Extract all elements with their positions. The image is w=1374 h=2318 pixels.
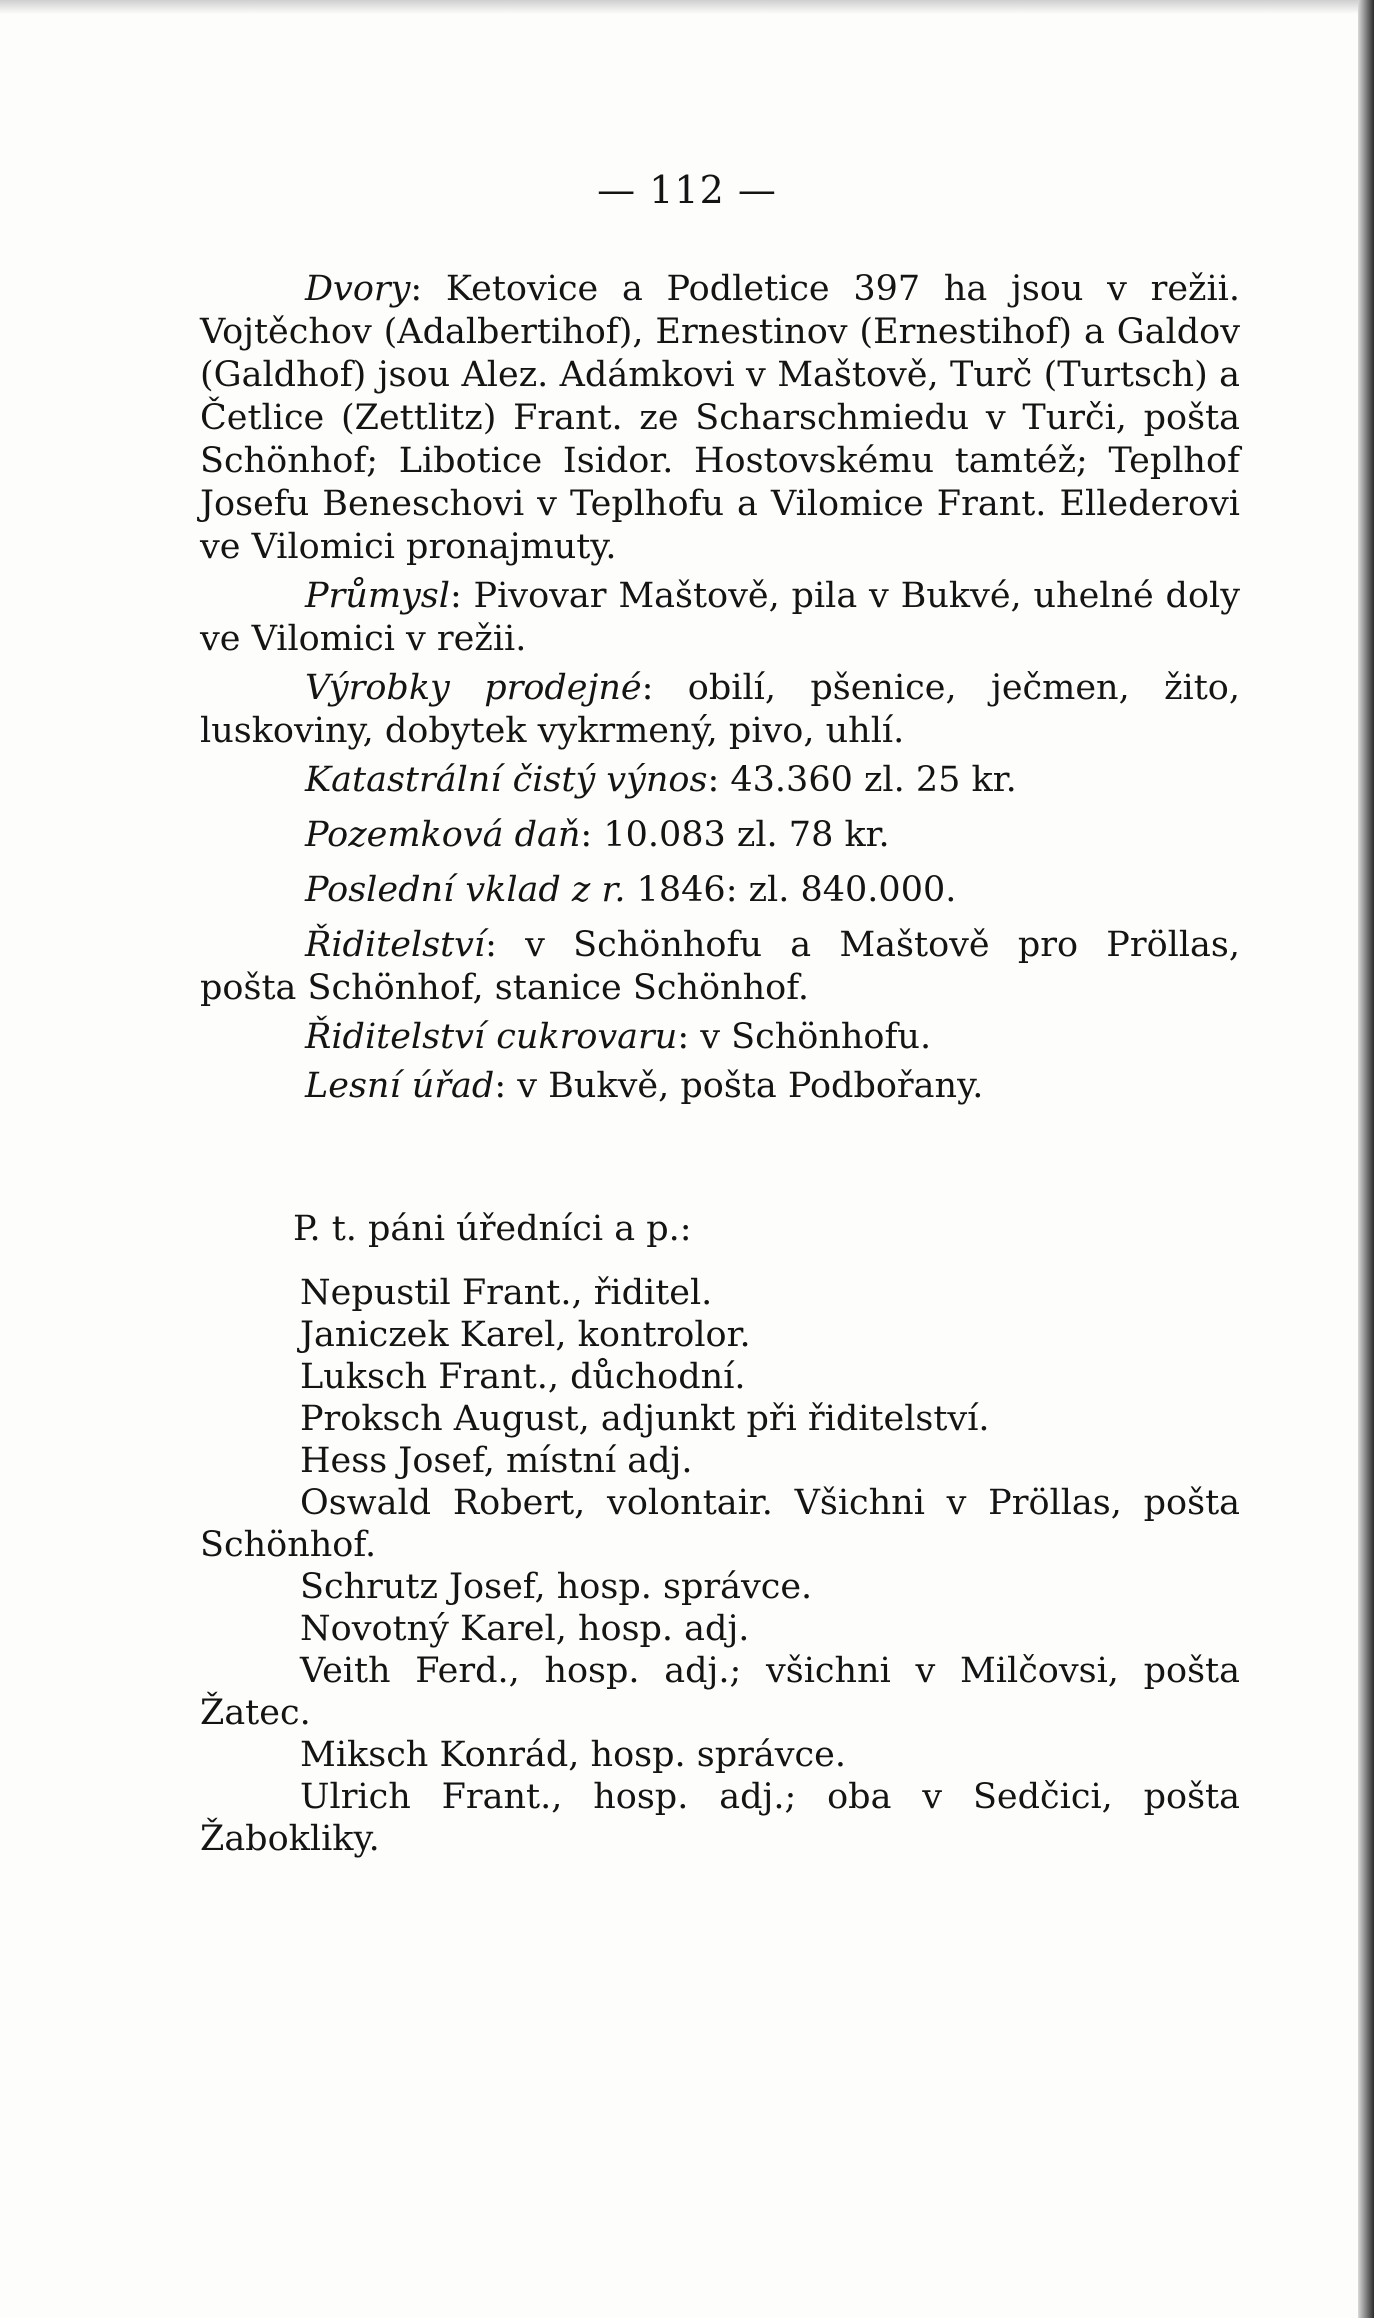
official-entry: Ulrich Frant., hosp. adj.; oba v Sedčici, pošta Žabokliky. <box>200 1777 1240 1859</box>
paragraph-text: : v Schönhofu. <box>677 1017 932 1057</box>
paragraph-dan <box>200 814 1240 857</box>
paragraph-riditelstvi <box>200 924 1240 1010</box>
paragraph-prumysl <box>200 575 1240 661</box>
officials-heading: P. t. páni úředníci a p.: <box>293 1209 692 1249</box>
official-entry: Miksch Konrád, hosp. správce. <box>300 1735 846 1775</box>
paragraph-label: Průmysl <box>305 576 450 616</box>
paragraph-label: Poslední vklad z r. <box>305 870 626 910</box>
top-edge-shadow <box>0 0 1374 14</box>
paragraph-vynos <box>200 759 1240 802</box>
paragraph-text: : v Schönhofu a Maštově pro Pröllas, pošta Schönhof, stanice Schönhof. <box>200 925 1240 1008</box>
paragraph-label: Řiditelství <box>305 925 486 965</box>
paragraph-dvory <box>200 268 1240 569</box>
paragraph-text: : Ketovice a Podletice 397 ha jsou v režii. Vojtěchov (Adalbertihof), Ernestinov (Ernestihof) a Galdov (Galdhof) jsou Alez. Adámkovi v Maštově, Turč (Turtsch) a Četlice (Zettlitz) Frant. ze Scharschmiedu v Turči, pošta Schönhof; Libotice Isidor. Hostovskému tamtéž; Teplhof Josefu Beneschovi v Teplhofu a Vilomice Frant. Ellederovi ve Vilomici pronajmuty. <box>200 269 1240 567</box>
paragraph-vklad <box>200 869 1240 912</box>
official-entry: Schrutz Josef, hosp. správce. <box>300 1567 813 1607</box>
paragraph-label: Dvory <box>305 269 411 309</box>
paragraph-label: Řiditelství cukrovaru <box>305 1017 678 1057</box>
official-entry: Oswald Robert, volontair. Všichni v Pröllas, pošta Schönhof. <box>200 1483 1240 1565</box>
official-entry: Veith Ferd., hosp. adj.; všichni v Milčovsi, pošta Žatec. <box>200 1651 1240 1733</box>
paragraph-text: : Pivovar Maštově, pila v Bukvé, uhelné doly ve Vilomici v režii. <box>200 576 1240 659</box>
officials-list <box>200 1272 1240 1860</box>
official-entry: Nepustil Frant., řiditel. <box>300 1273 713 1313</box>
right-edge-shadow <box>1358 0 1374 2318</box>
paragraph-label: Pozemková daň <box>305 815 581 855</box>
paragraph-text: : obilí, pšenice, ječmen, žito, luskoviny, dobytek vykrmený, pivo, uhlí. <box>200 668 1240 751</box>
paragraph-text: : 10.083 zl. 78 kr. <box>580 815 890 855</box>
paragraph-text: : v Bukvě, pošta Podbořany. <box>494 1066 984 1106</box>
paragraph-cukrovar <box>200 1016 1240 1059</box>
paragraph-lesni-urad <box>200 1065 1240 1108</box>
paragraph-text: 1846: zl. 840.000. <box>625 870 957 910</box>
estate-description <box>200 268 1240 1114</box>
official-entry: Luksch Frant., důchodní. <box>300 1357 746 1397</box>
official-entry: Hess Josef, místní adj. <box>300 1441 693 1481</box>
paragraph-label: Katastrální čistý výnos <box>305 760 708 800</box>
official-entry: Janiczek Karel, kontrolor. <box>300 1315 751 1355</box>
paragraph-text: : 43.360 zl. 25 kr. <box>707 760 1017 800</box>
paragraph-vyrobky <box>200 667 1240 753</box>
official-entry: Proksch August, adjunkt při řiditelství. <box>300 1399 990 1439</box>
paragraph-label: Lesní úřad <box>305 1066 495 1106</box>
page-number: — 112 — <box>597 168 777 212</box>
paragraph-label: Výrobky prodejné <box>305 668 642 708</box>
official-entry: Novotný Karel, hosp. adj. <box>300 1609 750 1649</box>
